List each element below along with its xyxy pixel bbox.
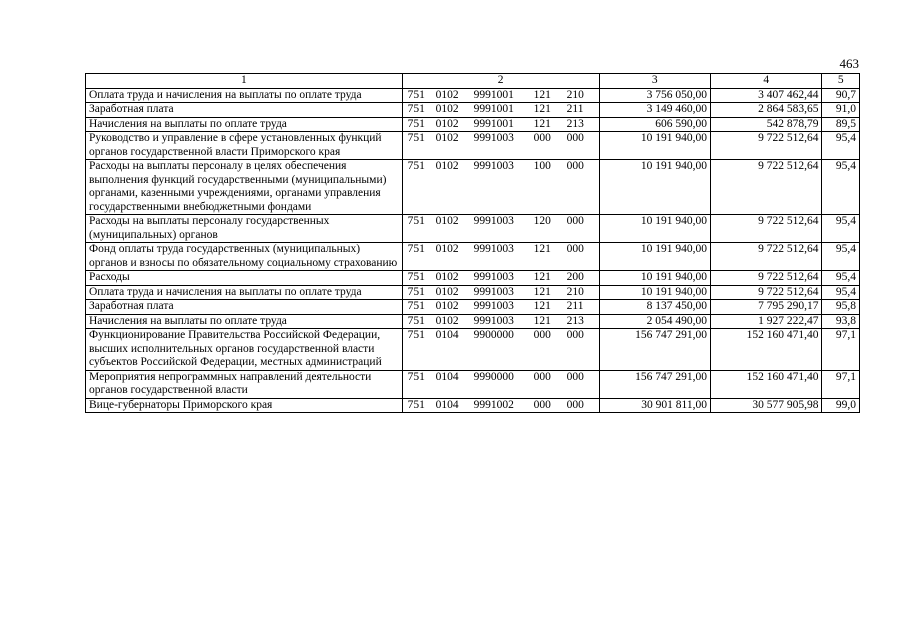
row-percent: 99,0 <box>822 398 860 413</box>
code-part: 9991003 <box>473 314 514 327</box>
code-part: 211 <box>566 103 584 115</box>
code-part: 751 <box>407 132 425 144</box>
row-name: Мероприятия непрограммных направлений деятельности органов государственной власти <box>86 370 403 398</box>
code-part: 9991003 <box>473 285 514 298</box>
table-row <box>86 300 860 315</box>
row-name: Функционирование Правительства Российской Федерации, высших исполнительных органов государственной власти субъектов Российской Федерации, местных администраций <box>86 329 403 371</box>
code-part: 121 <box>533 243 551 255</box>
row-percent: 90,7 <box>822 88 860 103</box>
row-name: Оплата труда и начисления на выплаты по оплате труда <box>86 88 403 103</box>
code-part: 000 <box>566 398 584 411</box>
code-part: 0102 <box>435 300 459 312</box>
code-part: 0102 <box>435 160 459 172</box>
row-percent: 89,5 <box>822 117 860 132</box>
code-part: 751 <box>407 271 425 283</box>
table-row <box>86 117 860 132</box>
row-value-4: 1 927 222,47 <box>711 314 822 329</box>
row-percent: 95,4 <box>822 271 860 286</box>
row-percent: 97,1 <box>822 329 860 371</box>
code-part: 751 <box>407 300 425 312</box>
row-value-3: 10 191 940,00 <box>599 132 710 160</box>
row-code <box>402 314 599 329</box>
code-part: 0102 <box>435 117 459 130</box>
row-percent: 95,4 <box>822 160 860 215</box>
table-row <box>86 314 860 329</box>
row-value-4: 9 722 512,64 <box>711 271 822 286</box>
row-value-4: 30 577 905,98 <box>711 398 822 413</box>
code-part: 751 <box>407 370 425 383</box>
row-name: Расходы <box>86 271 403 286</box>
code-part: 0102 <box>435 215 459 227</box>
code-part: 000 <box>566 370 584 383</box>
code-parts <box>406 215 596 229</box>
row-name: Заработная плата <box>86 103 403 118</box>
row-value-3: 606 590,00 <box>599 117 710 132</box>
row-name: Начисления на выплаты по оплате труда <box>86 314 403 329</box>
code-part: 9991003 <box>473 215 514 227</box>
code-part: 9900000 <box>473 329 514 341</box>
code-part: 751 <box>407 285 425 298</box>
row-code <box>402 88 599 103</box>
code-part: 9991001 <box>473 88 514 101</box>
code-part: 000 <box>566 132 584 144</box>
code-parts <box>406 315 596 329</box>
row-percent: 91,0 <box>822 103 860 118</box>
row-percent: 95,8 <box>822 300 860 315</box>
code-part: 0102 <box>435 88 459 101</box>
code-parts <box>406 399 596 413</box>
table-row <box>86 271 860 286</box>
code-part: 000 <box>566 160 584 172</box>
code-part: 0102 <box>435 271 459 283</box>
row-code <box>402 215 599 243</box>
table-row <box>86 243 860 271</box>
row-percent: 93,8 <box>822 314 860 329</box>
code-part: 211 <box>566 300 584 312</box>
table-row <box>86 285 860 300</box>
row-value-4: 152 160 471,40 <box>711 329 822 371</box>
code-part: 0102 <box>435 314 459 327</box>
code-part: 0104 <box>435 370 459 383</box>
row-value-3: 156 747 291,00 <box>599 370 710 398</box>
code-part: 121 <box>533 88 551 101</box>
code-part: 751 <box>407 215 425 227</box>
code-part: 751 <box>407 103 425 115</box>
code-part: 000 <box>566 243 584 255</box>
code-part: 9991003 <box>473 300 514 312</box>
table-header-row <box>86 74 860 89</box>
row-percent: 95,4 <box>822 132 860 160</box>
code-part: 213 <box>566 314 584 327</box>
row-value-3: 10 191 940,00 <box>599 285 710 300</box>
row-name: Оплата труда и начисления на выплаты по оплате труда <box>86 285 403 300</box>
code-part: 000 <box>533 398 551 411</box>
code-part: 120 <box>533 215 551 227</box>
code-part: 210 <box>566 285 584 298</box>
code-part: 0104 <box>435 398 459 411</box>
code-part: 751 <box>407 314 425 327</box>
code-parts <box>406 329 596 343</box>
row-value-3: 10 191 940,00 <box>599 160 710 215</box>
code-part: 9990000 <box>473 370 514 383</box>
code-part: 9991001 <box>473 117 514 130</box>
row-value-3: 3 756 050,00 <box>599 88 710 103</box>
row-value-3: 3 149 460,00 <box>599 103 710 118</box>
header-col-5: 5 <box>822 74 860 89</box>
table-row <box>86 370 860 398</box>
budget-table <box>85 73 860 413</box>
row-code <box>402 132 599 160</box>
code-part: 000 <box>533 132 551 144</box>
row-value-4: 9 722 512,64 <box>711 132 822 160</box>
code-part: 121 <box>533 117 551 130</box>
table-row <box>86 132 860 160</box>
code-part: 000 <box>533 370 551 383</box>
code-part: 751 <box>407 88 425 101</box>
code-part: 9991003 <box>473 160 514 172</box>
row-name: Заработная плата <box>86 300 403 315</box>
table-row <box>86 329 860 371</box>
row-percent: 95,4 <box>822 243 860 271</box>
code-parts <box>406 371 596 385</box>
code-part: 0104 <box>435 329 459 341</box>
code-part: 121 <box>533 103 551 115</box>
row-value-4: 9 722 512,64 <box>711 215 822 243</box>
code-part: 121 <box>533 271 551 283</box>
code-part: 210 <box>566 88 584 101</box>
code-part: 000 <box>566 329 584 341</box>
row-code <box>402 329 599 371</box>
row-value-4: 9 722 512,64 <box>711 285 822 300</box>
code-part: 751 <box>407 329 425 341</box>
row-name: Фонд оплаты труда государственных (муниципальных) органов и взносы по обязательному социальному страхованию <box>86 243 403 271</box>
code-part: 0102 <box>435 243 459 255</box>
header-col-2: 2 <box>402 74 599 89</box>
header-col-3: 3 <box>599 74 710 89</box>
code-part: 751 <box>407 117 425 130</box>
code-part: 000 <box>566 215 584 227</box>
code-parts <box>406 300 596 314</box>
row-name: Начисления на выплаты по оплате труда <box>86 117 403 132</box>
row-value-3: 2 054 490,00 <box>599 314 710 329</box>
row-value-4: 9 722 512,64 <box>711 243 822 271</box>
table-row <box>86 215 860 243</box>
code-part: 121 <box>533 300 551 312</box>
row-code <box>402 370 599 398</box>
row-name: Расходы на выплаты персоналу в целях обеспечения выполнения функций государственными (муниципальными) органами, казенными учреждениями, органами управления государственными внебюджетными фондами <box>86 160 403 215</box>
table-row <box>86 88 860 103</box>
row-code <box>402 398 599 413</box>
code-part: 213 <box>566 117 584 130</box>
code-part: 200 <box>566 271 584 283</box>
code-part: 121 <box>533 314 551 327</box>
code-part: 9991001 <box>473 103 514 115</box>
table-row <box>86 103 860 118</box>
row-code <box>402 160 599 215</box>
code-part: 100 <box>533 160 551 172</box>
row-code <box>402 103 599 118</box>
code-parts <box>406 160 596 174</box>
header-col-1: 1 <box>86 74 403 89</box>
row-percent: 97,1 <box>822 370 860 398</box>
code-part: 751 <box>407 398 425 411</box>
code-part: 000 <box>533 329 551 341</box>
row-value-3: 156 747 291,00 <box>599 329 710 371</box>
row-value-4: 2 864 583,65 <box>711 103 822 118</box>
code-parts <box>406 243 596 257</box>
table-row <box>86 160 860 215</box>
code-part: 751 <box>407 160 425 172</box>
row-name: Расходы на выплаты персоналу государственных (муниципальных) органов <box>86 215 403 243</box>
row-code <box>402 117 599 132</box>
code-parts <box>406 271 596 285</box>
row-percent: 95,4 <box>822 285 860 300</box>
code-part: 121 <box>533 285 551 298</box>
row-value-3: 8 137 450,00 <box>599 300 710 315</box>
page-number: 463 <box>839 56 859 71</box>
code-parts <box>406 132 596 146</box>
row-value-3: 10 191 940,00 <box>599 215 710 243</box>
row-code <box>402 285 599 300</box>
table-row <box>86 398 860 413</box>
row-percent: 95,4 <box>822 215 860 243</box>
row-name: Вице-губернаторы Приморского края <box>86 398 403 413</box>
code-part: 9991003 <box>473 243 514 255</box>
row-name: Руководство и управление в сфере установленных функций органов государственной власти Приморского края <box>86 132 403 160</box>
row-value-4: 152 160 471,40 <box>711 370 822 398</box>
row-value-4: 542 878,79 <box>711 117 822 132</box>
code-part: 751 <box>407 243 425 255</box>
code-parts <box>406 118 596 132</box>
header-col-4: 4 <box>711 74 822 89</box>
code-part: 9991002 <box>473 398 514 411</box>
row-code <box>402 243 599 271</box>
code-parts <box>406 103 596 117</box>
row-code <box>402 300 599 315</box>
row-value-4: 7 795 290,17 <box>711 300 822 315</box>
code-part: 0102 <box>435 132 459 144</box>
code-parts <box>406 286 596 300</box>
code-part: 0102 <box>435 285 459 298</box>
row-value-3: 10 191 940,00 <box>599 243 710 271</box>
row-value-4: 3 407 462,44 <box>711 88 822 103</box>
code-part: 9991003 <box>473 271 514 283</box>
row-value-3: 10 191 940,00 <box>599 271 710 286</box>
row-value-3: 30 901 811,00 <box>599 398 710 413</box>
row-code <box>402 271 599 286</box>
code-part: 9991003 <box>473 132 514 144</box>
row-value-4: 9 722 512,64 <box>711 160 822 215</box>
code-parts <box>406 89 596 103</box>
code-part: 0102 <box>435 103 459 115</box>
